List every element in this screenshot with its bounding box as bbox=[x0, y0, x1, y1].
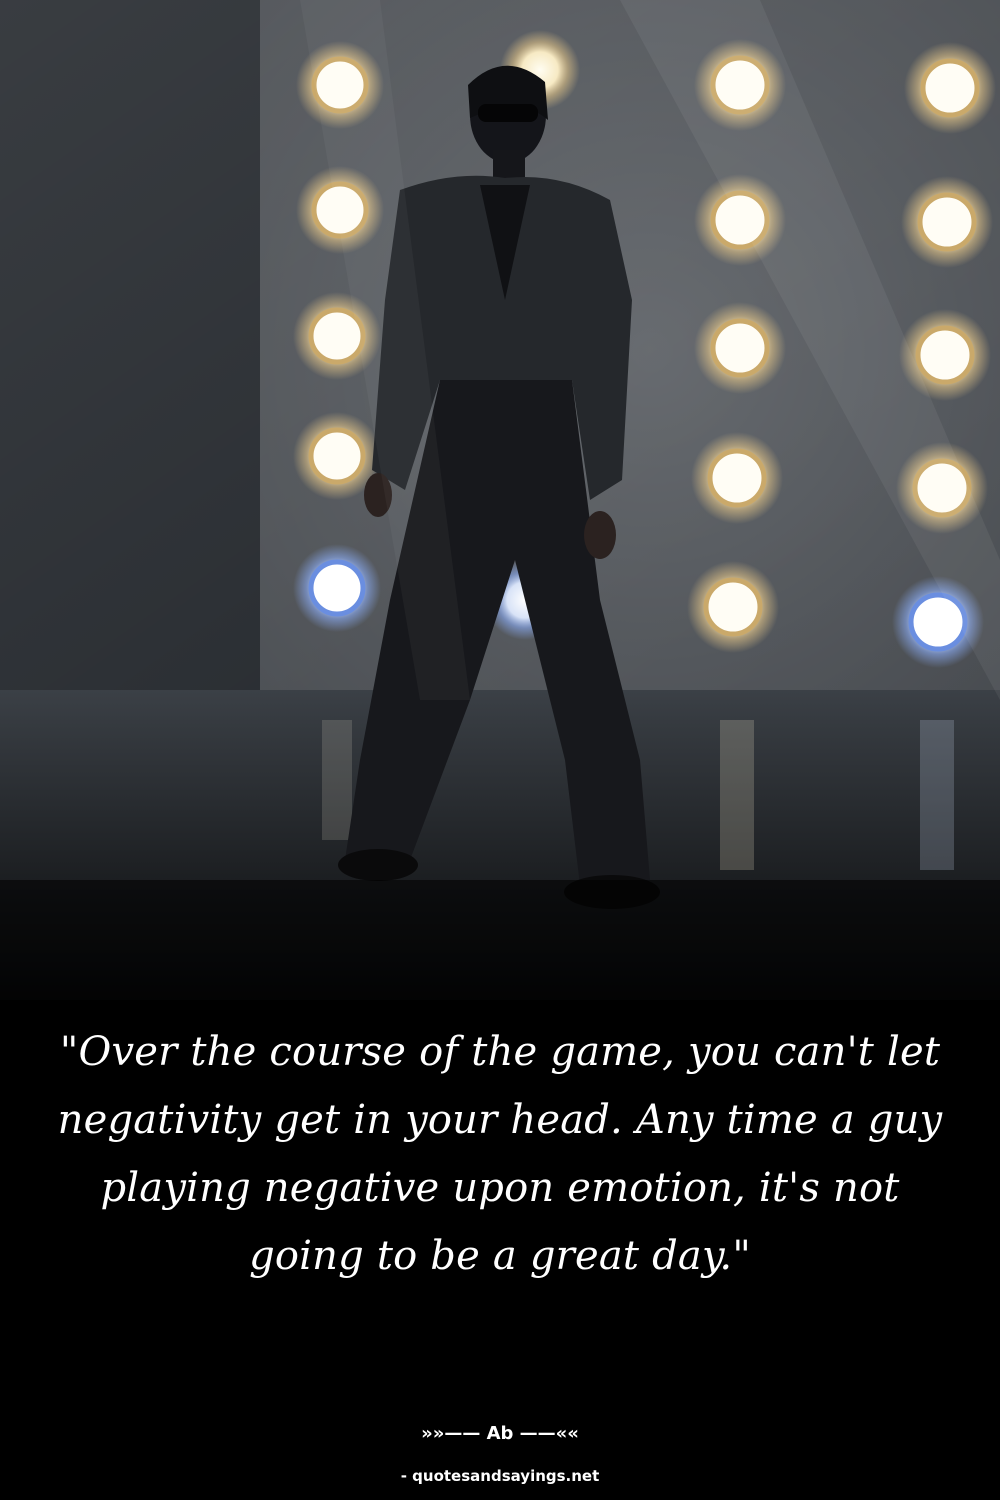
source-link[interactable]: - quotesandsayings.net bbox=[400, 1467, 600, 1485]
quote-text: "Over the course of the game, you can't let negativity get in your head. Any time a guy playing negative upon emotion, it's not going to be a great day." bbox=[57, 1029, 943, 1279]
quote-author: »»—— Ab ——«« bbox=[421, 1423, 579, 1444]
